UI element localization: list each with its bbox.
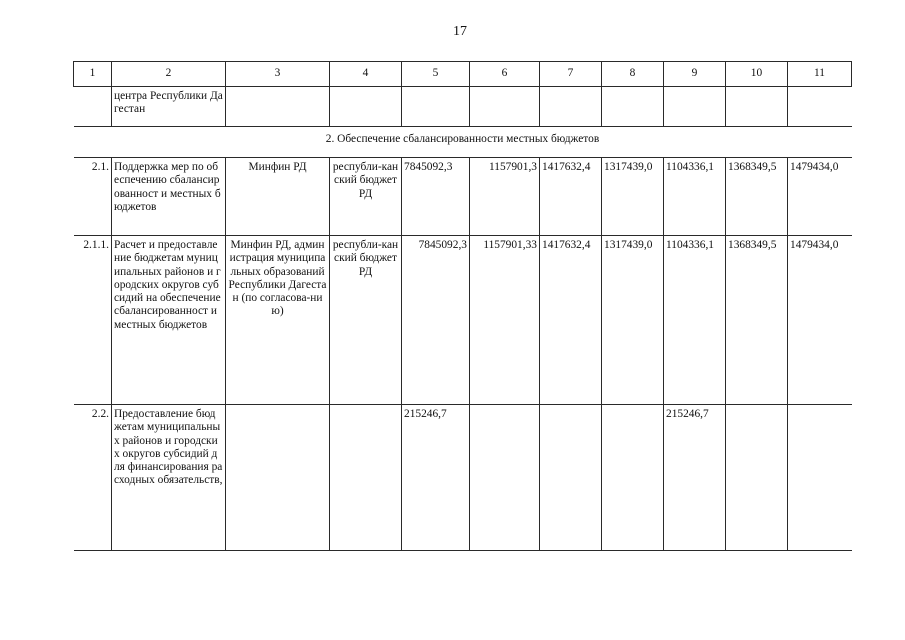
cell-y3 [602, 405, 664, 551]
table-row-continuation [74, 87, 852, 127]
col-header-9: 9 [664, 62, 726, 87]
cell-total: 7845092,3 [402, 236, 470, 405]
cell-source [330, 87, 402, 127]
cell-num: 2.1.1. [74, 236, 112, 405]
cell-total: 215246,7 [402, 405, 470, 551]
cell-y2 [540, 405, 602, 551]
cell-source: республи-канский бюджет РД [330, 158, 402, 236]
cell-name: Поддержка мер по обеспечению сбалансированност и местных бюджетов [112, 158, 226, 236]
col-header-7: 7 [540, 62, 602, 87]
section-title: 2. Обеспечение сбалансированности местных бюджетов [74, 127, 852, 158]
page-number: 17 [453, 24, 467, 39]
cell-num [74, 87, 112, 127]
cell-y4 [664, 87, 726, 127]
cell-y2 [540, 87, 602, 127]
table-row [74, 236, 852, 405]
cell-y6 [788, 87, 852, 127]
cell-y4: 1104336,1 [664, 236, 726, 405]
cell-source: республи-канский бюджет РД [330, 236, 402, 405]
col-header-10: 10 [726, 62, 788, 87]
col-header-4: 4 [330, 62, 402, 87]
cell-y1 [470, 87, 540, 127]
col-header-3: 3 [226, 62, 330, 87]
cell-executor [226, 405, 330, 551]
cell-y3: 1317439,0 [602, 236, 664, 405]
cell-y5 [726, 405, 788, 551]
section-heading-row [74, 127, 852, 158]
cell-y3 [602, 87, 664, 127]
cell-y1: 1157901,3 [470, 158, 540, 236]
cell-source [330, 405, 402, 551]
cell-y1: 1157901,33 [470, 236, 540, 405]
cell-y2: 1417632,4 [540, 236, 602, 405]
program-table [73, 61, 852, 551]
cell-name: Расчет и предоставление бюджетам муниципальных районов и городских округов субсидий на обеспечение сбалансированност и местных бюджетов [112, 236, 226, 405]
cell-y6: 1479434,0 [788, 236, 852, 405]
cell-y5: 1368349,5 [726, 236, 788, 405]
cell-y5: 1368349,5 [726, 158, 788, 236]
cell-total [402, 87, 470, 127]
cell-executor: Минфин РД [226, 158, 330, 236]
cell-y6: 1479434,0 [788, 158, 852, 236]
col-header-8: 8 [602, 62, 664, 87]
col-header-1: 1 [74, 62, 112, 87]
table-row [74, 158, 852, 236]
cell-executor [226, 87, 330, 127]
cell-executor: Минфин РД, администрация муниципальных образований Республики Дагестан (по согласова-нию) [226, 236, 330, 405]
col-header-6: 6 [470, 62, 540, 87]
cell-y4: 215246,7 [664, 405, 726, 551]
cell-y5 [726, 87, 788, 127]
col-header-2: 2 [112, 62, 226, 87]
cell-total: 7845092,3 [402, 158, 470, 236]
column-number-row [74, 62, 852, 87]
cell-y3: 1317439,0 [602, 158, 664, 236]
cell-y2: 1417632,4 [540, 158, 602, 236]
cell-y4: 1104336,1 [664, 158, 726, 236]
cell-y1 [470, 405, 540, 551]
cell-num: 2.1. [74, 158, 112, 236]
cell-name: Предоставление бюджетам муниципальных районов и городских округов субсидий для финансирования расходных обязательств, [112, 405, 226, 551]
col-header-5: 5 [402, 62, 470, 87]
cell-name: центра Республики Дагестан [112, 87, 226, 127]
col-header-11: 11 [788, 62, 852, 87]
table-row [74, 405, 852, 551]
cell-num: 2.2. [74, 405, 112, 551]
cell-y6 [788, 405, 852, 551]
